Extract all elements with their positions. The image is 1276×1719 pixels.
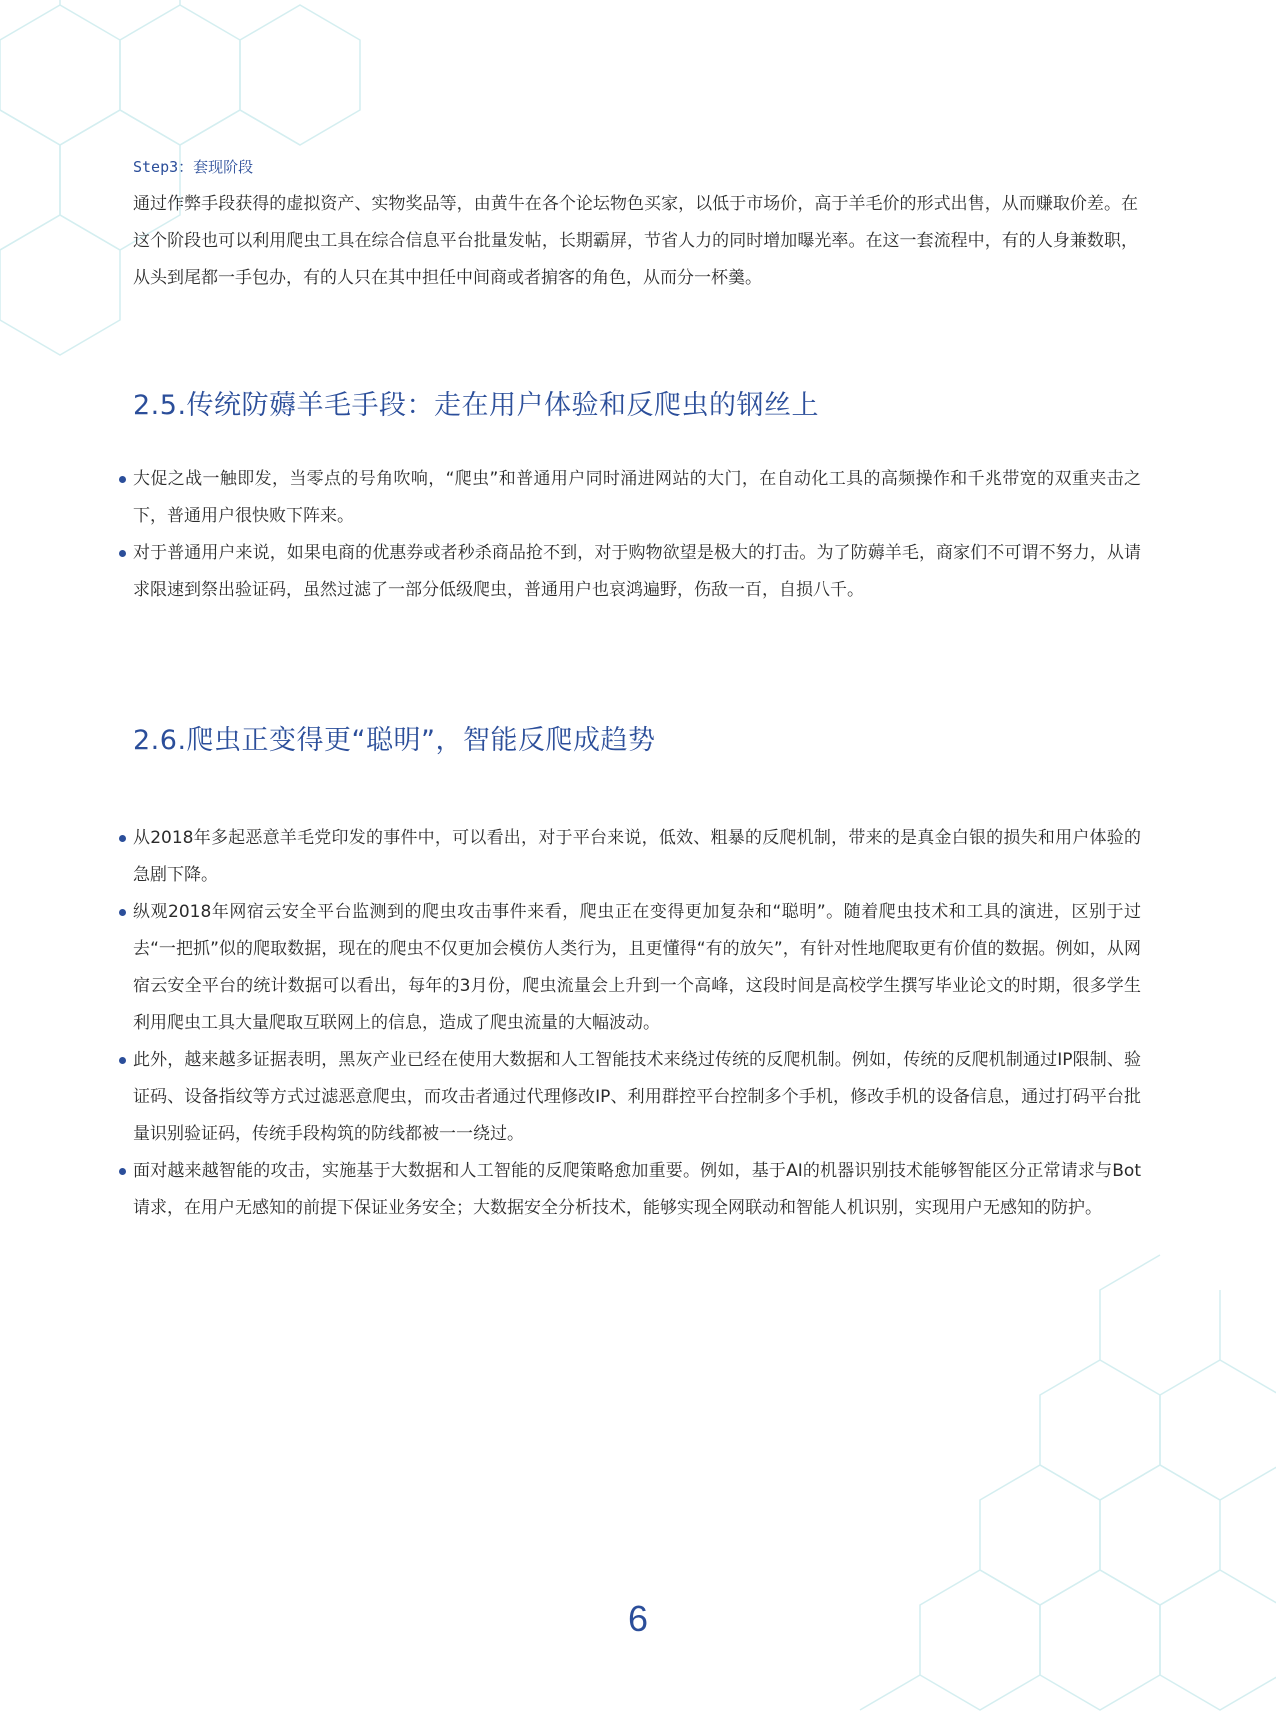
list-item-text: 从2018年多起恶意羊毛党印发的事件中，可以看出，对于平台来说，低效、粗暴的反爬机制，带来的是真金白银的损失和用户体验的急剧下降。	[133, 828, 1141, 885]
step3-label: Step3：套现阶段	[133, 158, 254, 176]
bullet-dot-icon	[119, 550, 126, 557]
list-item-text: 面对越来越智能的攻击，实施基于大数据和人工智能的反爬策略愈加重要。例如，基于AI的机器识别技术能够智能区分正常请求与Bot请求，在用户无感知的前提下保证业务安全；大数据安全分析技术，能够实现全网联动和智能人机识别，实现用户无感知的防护。	[133, 1161, 1141, 1218]
bullet-dot-icon	[119, 1168, 126, 1175]
bullet-dot-icon	[119, 835, 126, 842]
bullet-dot-icon	[119, 476, 126, 483]
section-2-6-title: 2.6.爬虫正变得更“聪明”，智能反爬成趋势	[133, 725, 656, 756]
list-item-text: 大促之战一触即发，当零点的号角吹响，“爬虫”和普通用户同时涌进网站的大门，在自动化工具的高频操作和千兆带宽的双重夹击之下，普通用户很快败下阵来。	[133, 469, 1141, 526]
list-item	[119, 894, 1141, 1042]
page-number: 6	[627, 1598, 649, 1639]
section-2-5-bullet-list	[119, 461, 1141, 609]
list-item	[119, 1042, 1141, 1153]
list-item-text: 对于普通用户来说，如果电商的优惠券或者秒杀商品抢不到，对于购物欲望是极大的打击。为了防薅羊毛，商家们不可谓不努力，从请求限速到祭出验证码，虽然过滤了一部分低级爬虫，普通用户也哀鸿遍野，伤敌一百，自损八千。	[133, 543, 1141, 600]
list-item-text: 此外，越来越多证据表明，黑灰产业已经在使用大数据和人工智能技术来绕过传统的反爬机制。例如，传统的反爬机制通过IP限制、验证码、设备指纹等方式过滤恶意爬虫，而攻击者通过代理修改IP、利用群控平台控制多个手机，修改手机的设备信息，通过打码平台批量识别验证码，传统手段构筑的防线都被一一绕过。	[133, 1050, 1141, 1144]
list-item	[119, 820, 1141, 894]
list-item	[119, 461, 1141, 535]
section-2-6-bullet-list	[119, 820, 1141, 1227]
bullet-dot-icon	[119, 909, 126, 916]
list-item	[119, 1153, 1141, 1227]
bullet-dot-icon	[119, 1057, 126, 1064]
step3-paragraph: 通过作弊手段获得的虚拟资产、实物奖品等，由黄牛在各个论坛物色买家，以低于市场价，高于羊毛价的形式出售，从而赚取价差。在这个阶段也可以利用爬虫工具在综合信息平台批量发帖，长期霸屏，节省人力的同时增加曝光率。在这一套流程中，有的人身兼数职，从头到尾都一手包办，有的人只在其中担任中间商或者掮客的角色，从而分一杯羹。	[133, 194, 1138, 288]
list-item	[119, 535, 1141, 609]
list-item-text: 纵观2018年网宿云安全平台监测到的爬虫攻击事件来看，爬虫正在变得更加复杂和“聪明”。随着爬虫技术和工具的演进，区别于过去“一把抓”似的爬取数据，现在的爬虫不仅更加会模仿人类行为，且更懂得“有的放矢”，有针对性地爬取更有价值的数据。例如，从网宿云安全平台的统计数据可以看出，每年的3月份，爬虫流量会上升到一个高峰，这段时间是高校学生撰写毕业论文的时期，很多学生利用爬虫工具大量爬取互联网上的信息，造成了爬虫流量的大幅波动。	[133, 902, 1141, 1033]
section-2-5-title: 2.5.传统防薅羊毛手段：走在用户体验和反爬虫的钢丝上	[133, 390, 820, 421]
